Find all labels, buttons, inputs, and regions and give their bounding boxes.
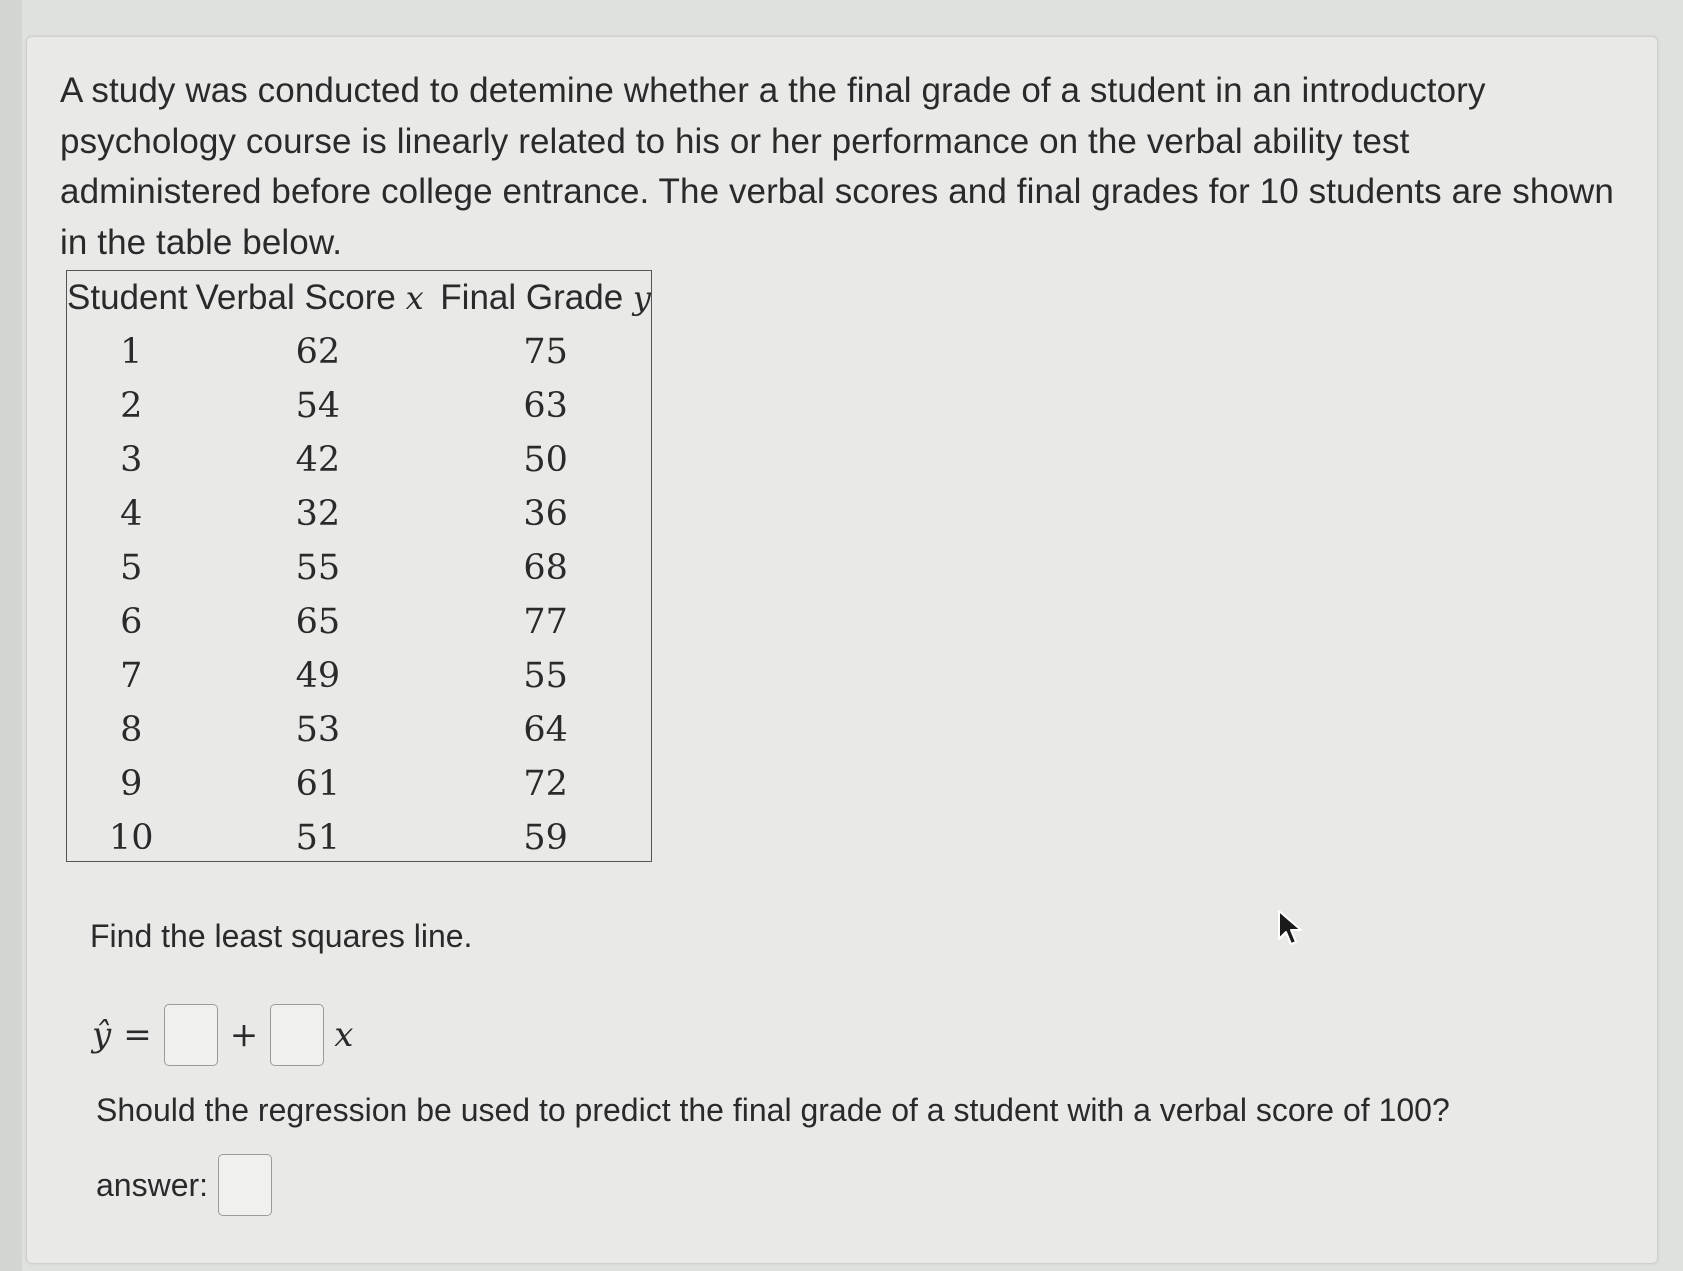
cell-final-grade: 63 [523,386,568,426]
cell-student: 7 [120,656,143,696]
header-final-label: Final Grade [440,278,624,317]
cell-final-grade: 50 [523,440,568,480]
header-verbal-var: x [405,279,424,317]
cell-final-grade: 55 [523,656,568,696]
cell-student: 5 [120,548,143,588]
table-row [67,433,651,487]
header-final-grade [440,271,651,325]
table-row [67,595,651,649]
cell-student: 6 [120,602,143,642]
cell-verbal-score: 61 [295,764,341,804]
cell-final-grade: 75 [523,332,568,372]
table-row [67,703,651,757]
header-student [67,271,195,325]
cell-student: 2 [120,386,143,426]
cell-student: 1 [120,332,143,372]
cell-student: 3 [120,440,143,480]
header-final-var: y [632,279,651,317]
cell-final-grade: 36 [523,494,568,534]
cell-final-grade: 77 [523,602,568,642]
answer-label: answer: [96,1166,209,1203]
table-row [67,757,651,811]
table-row [67,649,651,703]
data-table-container [66,270,652,862]
header-verbal-label: Verbal Score [195,278,396,317]
prediction-question: Should the regression be used to predict the final grade of a student with a verbal score of 100? [96,1092,1450,1128]
problem-statement: A study was conducted to detemine whether a the final grade of a student in an introductory psychology course is linearly related to his or her performance on the verbal ability test administered before college entrance. The verbal scores and final grades for 10 students are shown in the table below. [60,71,1614,262]
header-student-label: Student [67,278,188,317]
cell-student: 8 [120,710,143,750]
header-verbal-score [195,271,440,325]
cell-verbal-score: 51 [295,818,341,858]
table-row [67,541,651,595]
answer-input[interactable] [218,1154,272,1216]
cell-final-grade: 59 [523,818,568,858]
cell-final-grade: 64 [523,710,568,750]
table-row [67,811,651,865]
table-row [67,487,651,541]
cell-final-grade: 72 [523,764,568,804]
y-hat-symbol: ŷ [92,1015,112,1055]
cell-verbal-score: 42 [295,440,341,480]
intercept-input[interactable] [164,1004,218,1066]
table-row [67,379,651,433]
equals-sign: = [123,1015,152,1055]
least-squares-prompt: Find the least squares line. [90,918,473,954]
cell-verbal-score: 53 [295,710,341,750]
cell-verbal-score: 49 [295,656,341,696]
x-variable: x [334,1015,354,1055]
plus-sign: + [229,1015,259,1055]
table-header-row [67,271,651,325]
cell-verbal-score: 62 [295,332,341,372]
cell-verbal-score: 32 [295,494,341,534]
cell-student: 4 [120,494,143,534]
cell-final-grade: 68 [523,548,568,588]
answer-row [96,1152,272,1218]
regression-equation [92,1002,353,1068]
cell-student: 10 [108,818,154,858]
mouse-pointer-icon [1276,909,1306,949]
cell-verbal-score: 55 [295,548,341,588]
cell-verbal-score: 65 [295,602,341,642]
cell-student: 9 [120,764,143,804]
screen-edge [0,0,22,1271]
cell-verbal-score: 54 [295,386,341,426]
table-row [67,325,651,379]
slope-input[interactable] [270,1004,324,1066]
data-table [67,271,651,865]
table-body [67,325,651,865]
